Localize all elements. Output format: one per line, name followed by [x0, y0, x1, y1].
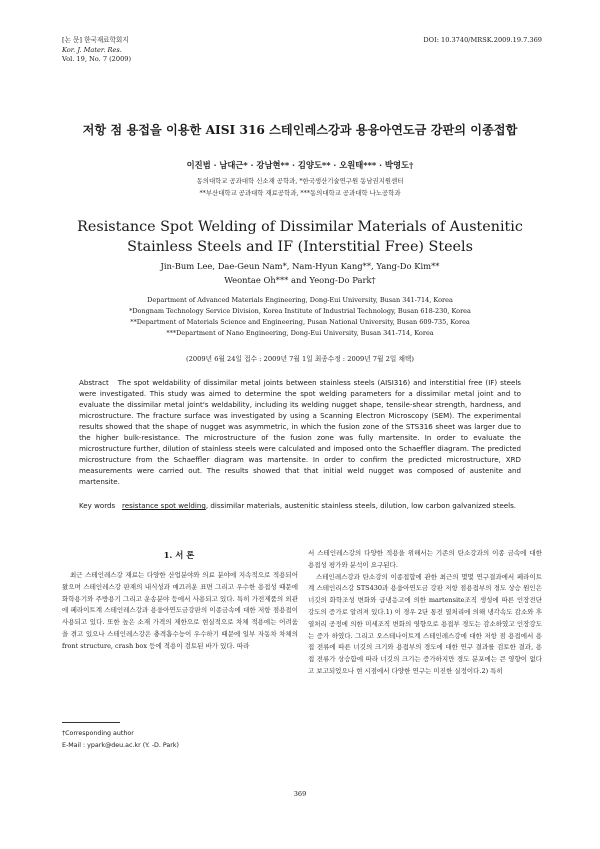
affiliations-korean [60, 176, 540, 199]
footnote [62, 728, 179, 751]
body-paragraph: 스테인레스강과 탄소강의 이종접합에 관한 최근의 몇몇 연구결과에서 페라이트계 스테인리스강 STS430과 용융아연도금 강판 저항 점용접부의 경도 상승 원인은 너깃의 화학조성 변화와 급냉응고에 의한 martensite조직 생성에 따른 인장전단강도의 증가로 알려져 있다.1) 이 경우 2단 통전 열처리에 의해 냉각속도 감소와 후열처리 공정에 의한 미세조직 변화의 영향으로 용접부 경도는 감소하였고 인장강도는 증가 하였다. 그리고 오스테나이트계 스테인레스강에 대한 저항 점 용접에서 용접 전류에 따른 너깃의 크기와 용접부의 경도에 대한 연구 결과를 검토한 결과, 용접 전류가 상승함에 따라 너깃의 크기는 증가하지만 경도 분포에는 큰 영향이 없다고 보고되었으나 현 시점에서 다양한 연구는 미진한 실정이다.2) 특히 [308, 572, 542, 675]
abstract-text: The spot weldability of dissimilar metal joints between stainless steels (AISI316) and interstitial free (IF) steels were investigated. This study was aimed to determine the spot welding parameters for a dissimilar metal joint and to evaluate the dissimilar metal joint's weldability, including its welding nugget shape, tensile-shear strength, hardness, and microstructure. The fracture surface was investigated by using a Scanning Electron Microscopy (SEM). The experimental results showed that the shape of nugget was asymmetric, in which the fusion zone of the STS316 sheet was larger due to the higher bulk-resistance. The microstructure of the fusion zone was fully martensite. In order to evaluate the microstructure further, dilution of stainless steels were calculated and imposed onto the Schaeffler diagram. The predicted microstructure from the Schaeffler diagram was martensite. In order to confirm the predicted microstructure, XRD measurements were carried out. The results showed that that initial weld nugget was composed of austenite and martensite. [79, 378, 522, 486]
affiliation-ko-line: 동의대학교 공과대학 신소재 공학과, *한국생산기술연구원 동남권지원센터 [196, 177, 404, 185]
authors-english [60, 259, 540, 287]
section-heading: 1. 서 론 [163, 550, 195, 560]
journal-abbreviation: Kor. J. Mater. Res. [62, 45, 122, 54]
received-dates: (2009년 6월 24일 접수 : 2009년 7월 1일 최종수정 : 2009년 7월 2일 채택) [185, 355, 415, 363]
abstract-label: Abstract [79, 378, 109, 387]
keywords-label: Key words [79, 501, 116, 510]
authors-en-line: Weontae Oh*** and Yeong-Do Park† [224, 275, 376, 285]
journal-header [62, 36, 131, 65]
authors-en-line: Jin-Bum Lee, Dae-Geun Nam*, Nam-Hyun Kang**, Yang-Do Kim** [160, 261, 440, 271]
affiliation-en-line: *Dongnam Technology Service Division, Korea Institute of Industrial Technology, Busan 618-230, Korea [129, 307, 471, 315]
affiliations-english [60, 295, 540, 339]
left-column [62, 570, 298, 653]
page-number: 369 [293, 790, 307, 798]
affiliation-en-line: Department of Advanced Materials Engineering, Dong-Eui University, Busan 341-714, Korea [147, 296, 453, 304]
right-column [308, 548, 542, 678]
doi-label: DOI: 10.3740/MRSK.2009.19.7.369 [423, 36, 542, 44]
authors-korean: 이진범 · 남대근* · 강남현** · 김양도** · 오원태*** · 박영도† [186, 160, 414, 170]
abstract [79, 377, 521, 487]
journal-volume: Vol. 19, No. 7 (2009) [62, 55, 132, 64]
affiliation-en-line: ***Department of Nano Engineering, Dong-Eui University, Busan 341-714, Korea [166, 329, 434, 337]
footnote-divider [62, 722, 120, 723]
keywords-rest: , dissimilar materials, austenitic stainless steels, dilution, low carbon galvanized steels. [205, 501, 517, 510]
affiliation-en-line: **Department of Materials Science and Engineering, Pusan National University, Busan 609-735, Korea [130, 318, 470, 326]
journal-name-ko: [논 문] 한국재료학회지 [62, 36, 129, 44]
author-email: E-Mail : ypark@deu.ac.kr (Y. -D. Park) [62, 741, 179, 749]
corresponding-author: †Corresponding author [62, 730, 134, 737]
title-english: Resistance Spot Welding of Dissimilar Materials of Austenitic Stainless Steels and IF (Interstitial Free) Steels [77, 219, 523, 255]
keyword-link[interactable]: resistance spot welding [122, 501, 206, 510]
affiliation-ko-line: **부산대학교 공과대학 재료공학과, ***동의대학교 공과대학 나노공학과 [199, 188, 401, 197]
title-korean: 저항 점 용접을 이용한 AISI 316 스테인레스강과 용융아연도금 강판의 이종접합 [82, 123, 518, 137]
body-paragraph: 서 스테인레스강의 다양한 적용을 위해서는 기존의 탄소강과의 이종 금속에 대한 용접성 평가와 분석이 요구된다. [308, 549, 542, 569]
keywords [79, 500, 521, 511]
body-paragraph: 최근 스테인레스강 재료는 다양한 산업분야와 의료 분야에 지속적으로 적용되어 왔으며 스테인레스강 판재의 내식성과 매끄러운 표면 그리고 우수한 용접성 때문에 화학용기와 주방용기 그리고 운송분야 등에서 사용되고 있다. 특히 가전제품의 외관에 페라이트계 스테인레스강과 용융아연도금강판의 이종금속에 대한 저항 점용접이 사용되고 있다. 또한 높은 소재 가격의 제한으로 현실적으로 차체 적용에는 어려움을 겪고 있으나 스테인레스강은 충격흡수능이 우수하기 때문에 일부 자동차 차체의 front structure, crash box 등에 적용이 검토된 바가 있다. 따라 [62, 571, 298, 650]
